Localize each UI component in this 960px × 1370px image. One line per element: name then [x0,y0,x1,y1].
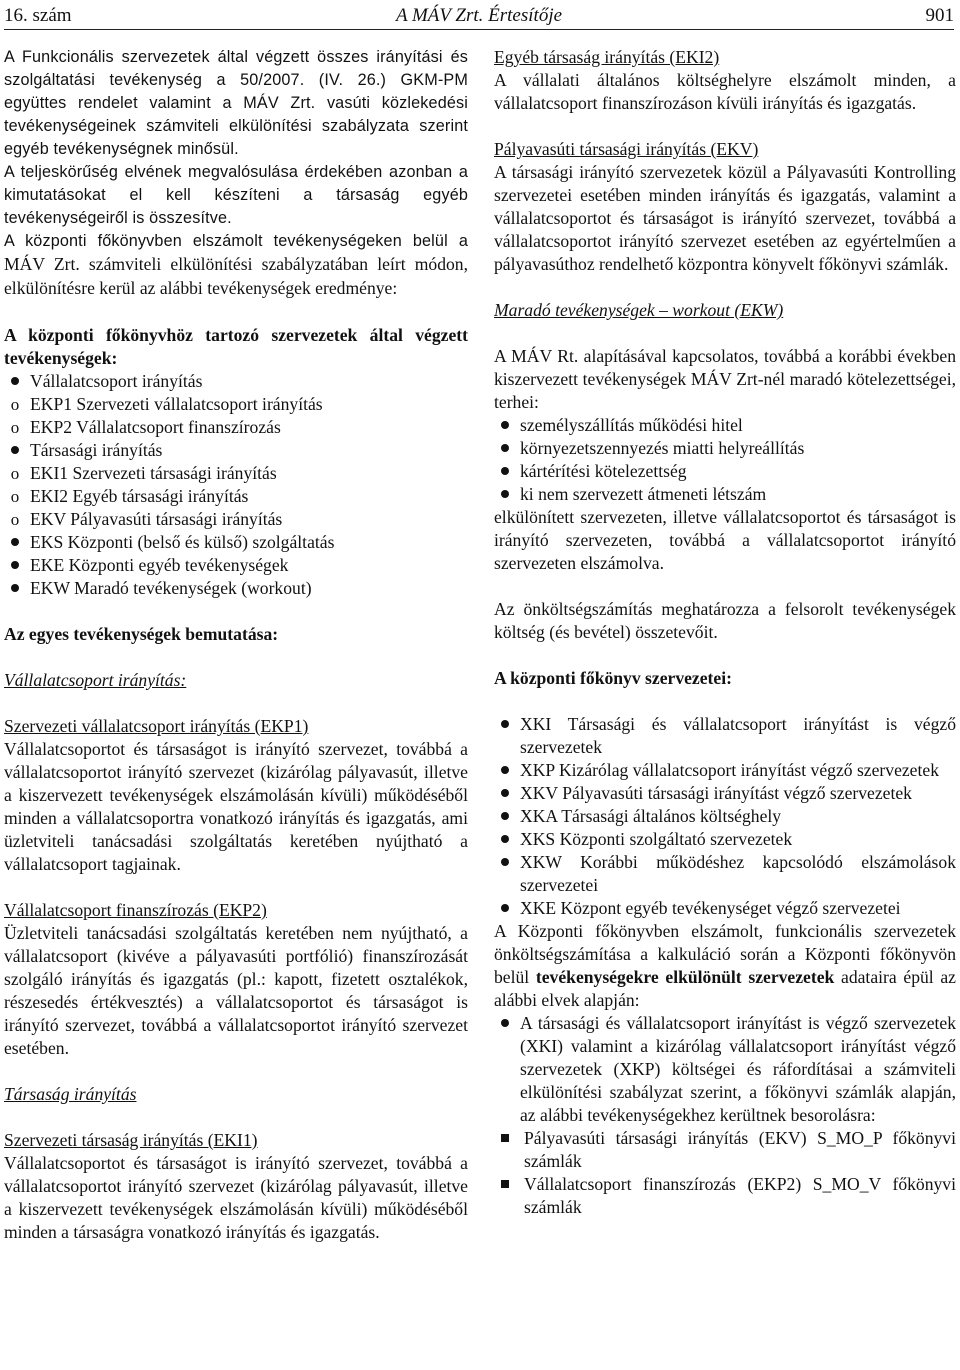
circle-bullet-icon: o [10,464,20,483]
cost-calculation-paragraph: Az önköltségszámítás meghatározza a felsorolt tevékenységek költség (és bevétel) összetevőit. [494,599,956,642]
ledger-intro-sans: A központi főkönyvben elszámolt tevékenységeken belül a [4,232,468,250]
list-item: XKP Kizárólag vállalatcsoport irányítást végző szervezetek [494,759,956,782]
eki1-title: Szervezeti társaság irányítás (EKI1) [4,1130,258,1150]
bullet-icon [501,720,509,728]
list-item: o EKP1 Szervezeti vállalatcsoport irányítás [4,393,468,416]
list-item: XKW Korábbi működéshez kapcsolódó elszámolások szervezetei [494,851,956,897]
right-column [494,46,956,1219]
list-item: XKA Társasági általános költséghely [494,805,956,828]
square-bullet-icon [501,1134,509,1142]
ekv-body: A társasági irányító szervezetek közül a Pályavasúti Kontrolling szervezetei esetében minden irányítás és igazgatás, valamint a vállalatcsoportot és társaságot is irányító szervezet, továbbá a vállalatcsoportot irányító szervezet esetében az egyértelműen a pályavasúthoz rendelhető központra könyvelt főkönyvi számlák. [494,162,956,274]
list-item: XKS Központi szolgáltató szervezetek [494,828,956,851]
presentation-title: Az egyes tevékenységek bemutatása: [4,624,279,644]
circle-bullet-icon: o [10,510,20,529]
list-item: Vállalatcsoport finanszírozás (EKP2) S_MO_V főkönyvi számlák [494,1173,956,1219]
bullet-icon [501,789,509,797]
list-item: o EKI2 Egyéb társasági irányítás [4,485,468,508]
bullet-icon [501,467,509,475]
ledger-paragraph-bold: tevékenységekre elkülönült szervezetek [535,967,835,987]
square-bullet-icon [501,1180,509,1188]
list-item: Pályavasúti társasági irányítás (EKV) S_MO_P főkönyvi számlák [494,1127,956,1173]
ekp1-body: Vállalatcsoportot és társaságot is irányító szervezet, továbbá a vállalatcsoportot irányító szervezet (kizárólag pályavasút, illetve a kiszervezett tevékenységek elszámolásán kívüli) működéséből minden a vállalatcsoportra vonatkozó irányítás és igazgatás, ami üzletviteli tanácsadási szolgáltatás keretében nyújtható a vállalatcsoport tagjainak. [4,739,468,874]
completeness-paragraph: A teljeskörűség elvének megvalósulása érdekében azonban a kimutatásokat el kell készíteni a társaság egyéb tevékenységeiről is összesítve. [4,163,468,227]
list-item: XKE Központ egyéb tevékenységet végző szervezetei [494,897,956,920]
list-item: személyszállítás működési hitel [494,414,956,437]
ekp1-title: Szervezeti vállalatcsoport irányítás (EKP1) [4,716,309,736]
ekp2-title: Vállalatcsoport finanszírozás (EKP2) [4,900,267,920]
group-management-heading: Vállalatcsoport irányítás: [4,670,187,690]
ekw-list [494,414,956,506]
list-item: XKI Társasági és vállalatcsoport irányítást is végző szervezetek [494,713,956,759]
bullet-icon [11,377,19,385]
list-item: EKW Maradó tevékenységek (workout) [4,577,468,600]
publication-title: A MÁV Zrt. Értesítője [395,5,563,26]
central-activities-title: A központi főkönyvhöz tartozó szervezetek által végzett tevékenységek: [4,325,468,368]
ekw-after: elkülönített szervezeten, illetve vállalatcsoportot és társaságot is irányító szervezeten, továbbá a vállalatcsoportot irányító szervezeten elszámolva. [494,507,956,573]
bullet-icon [11,584,19,592]
account-list [494,1127,956,1219]
list-item: Vállalatcsoport irányítás [4,370,468,393]
list-item: XKV Pályavasúti társasági irányítást végző szervezetek [494,782,956,805]
ledger-paragraph [494,920,956,1012]
circle-bullet-icon: o [10,487,20,506]
page-header [4,3,954,30]
circle-bullet-icon: o [10,395,20,414]
bullet-icon [11,446,19,454]
circle-bullet-icon: o [10,418,20,437]
list-item: ki nem szervezett átmeneti létszám [494,483,956,506]
list-item: o EKI1 Szervezeti társasági irányítás [4,462,468,485]
list-item: EKS Központi (belső és külső) szolgáltatás [4,531,468,554]
bullet-icon [501,421,509,429]
list-item: környezetszennyezés miatti helyreállítás [494,437,956,460]
ledger-paragraph-start: A Központi főkönyvben elszámolt, funkcionális szervezetek önköltségszámítása a kalkuláció során a Központi főkönyvön belül [494,921,956,987]
ekw-title: Maradó tevékenységek – workout (EKW) [494,300,784,320]
issue-number: 16. szám [4,5,72,26]
list-item: kártérítési kötelezettség [494,460,956,483]
bullet-icon [11,538,19,546]
list-item: EKE Központi egyéb tevékenységek [4,554,468,577]
bullet-icon [501,835,509,843]
bullet-icon [11,561,19,569]
ledger-intro-paragraph [4,230,468,301]
bullet-icon [501,1019,509,1027]
bullet-icon [501,444,509,452]
bullet-icon [501,490,509,498]
eki1-body: Vállalatcsoportot és társaságot is irányító szervezet, továbbá a vállalatcsoportot irányító szervezet (kizárólag pályavasút, illetve a kiszervezett tevékenységek elszámolásán kívüli) működéséből minden a társaságra vonatkozó irányítás és igazgatás. [4,1153,468,1242]
ekp2-body: Üzletviteli tanácsadási szolgáltatás keretében nem nyújtható, a vállalatcsoport (kivéve a pályavasúti portfólió) finanszírozását szolgáló irányítás és igazgatás (pl.: kapott, fizetett osztalékok, részesedés értékvesztés) a vállalatcsoportot és társaságot is irányító szervezet, továbbá a vállalatcsoportot irányító szervezet esetében. [4,923,468,1058]
intro-paragraph: A Funkcionális szervezetek által végzett összes irányítási és szolgáltatási tevékenység a 50/2007. (IV. 26.) GKM-PM együttes rendelet valamint a MÁV Zrt. vasúti közlekedési tevékenységeinek számviteli elkülönítési szabályzata szerint egyéb tevékenységnek minősül. [4,48,468,158]
company-management-heading: Társaság irányítás [4,1084,137,1104]
ekw-body: A MÁV Rt. alapításával kapcsolatos, továbbá a korábbi években kiszervezett tevékenységek MÁV Zrt-nél maradó kötelezettségei, terhei: [494,346,956,412]
list-item: o EKV Pályavasúti társasági irányítás [4,508,468,531]
central-activities-list [4,370,468,600]
left-column [4,46,468,1244]
principle-item: A társasági és vállalatcsoport irányítást is végző szervezetek (XKI) valamint a kizárólag vállalatcsoport irányítást végző szervezetek (XKP) költségei és ráfordításai a számviteli elkülönítési szabályzat szerint, a főkönyvi számlák alapján, az alábbi tevékenységekhez kerültnek besorolásra: [494,1012,956,1127]
ledger-list [494,713,956,920]
list-item: Társasági irányítás [4,439,468,462]
list-item: o EKP2 Vállalatcsoport finanszírozás [4,416,468,439]
ekv-title: Pályavasúti társasági irányítás (EKV) [494,139,759,159]
ledger-title: A központi főkönyv szervezetei: [494,668,732,688]
eki2-title: Egyéb társaság irányítás (EKI2) [494,47,720,67]
bullet-icon [501,812,509,820]
page-number: 901 [925,5,954,26]
ledger-paragraph-end: adataira épül az alábbi elvek alapján: [494,967,956,1010]
bullet-icon [501,904,509,912]
bullet-icon [501,858,509,866]
bullet-icon [501,766,509,774]
ledger-intro-serif: MÁV Zrt. számviteli elkülönítési szabályzatában leírt módon, elkülönítésre kerül az alábbi tevékenységek eredménye: [4,254,468,298]
eki2-body: A vállalati általános költséghelyre elszámolt minden, a vállalatcsoport finanszírozáson kívüli irányítás és igazgatás. [494,70,956,113]
